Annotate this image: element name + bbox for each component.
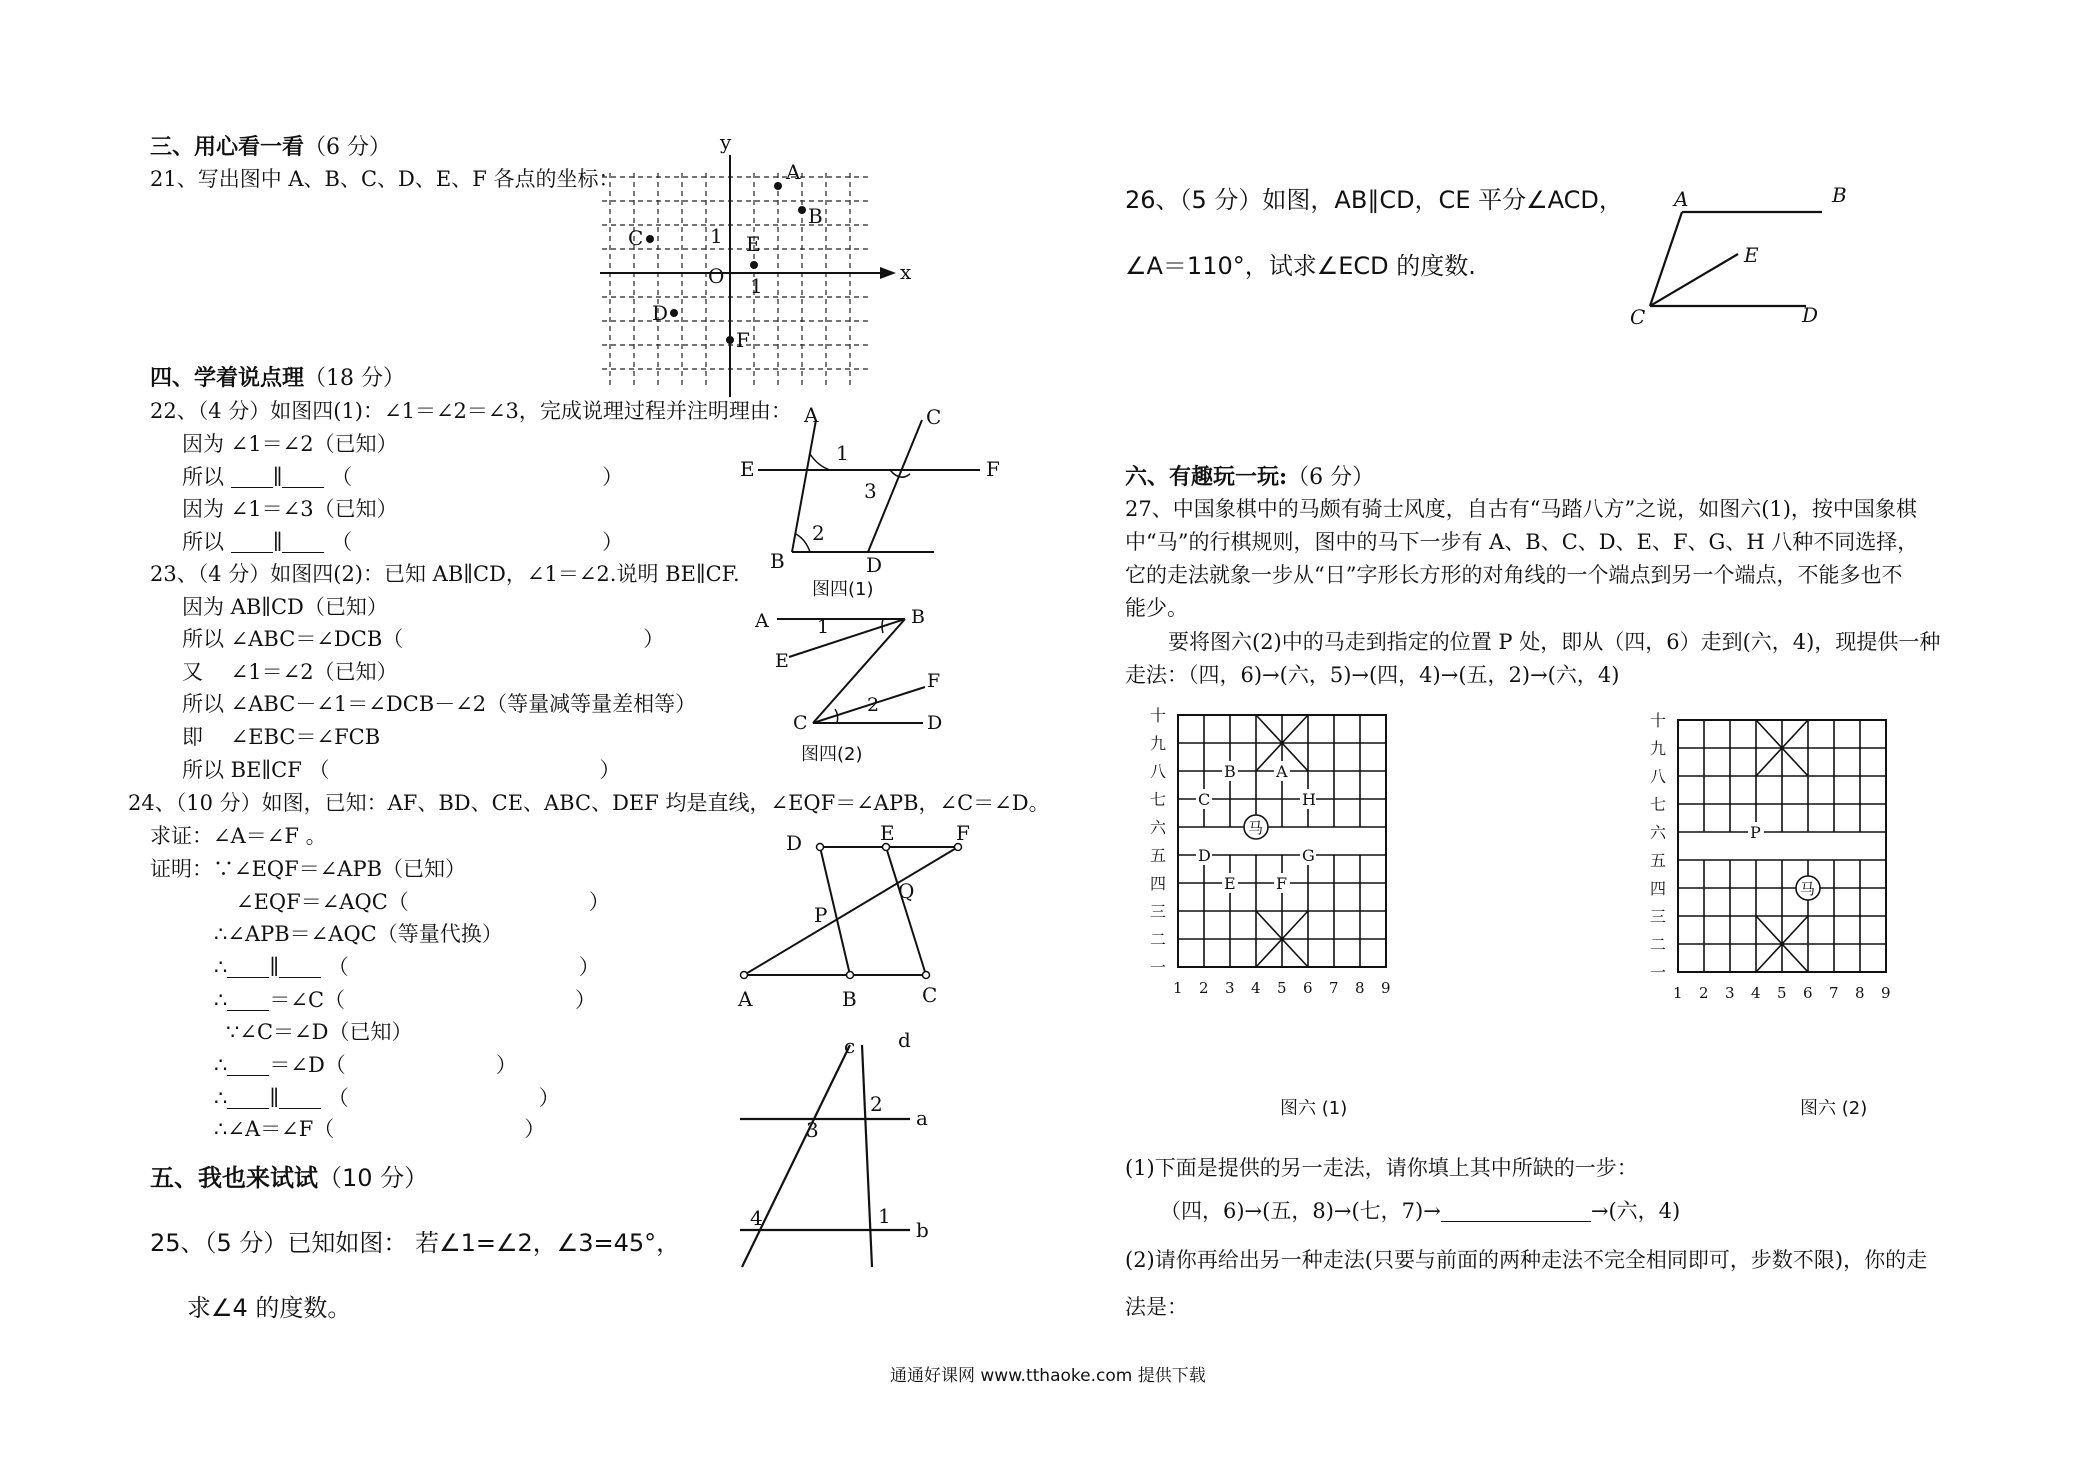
row-label: 七	[1650, 795, 1667, 814]
svg-text:1: 1	[878, 1204, 891, 1228]
row-label: 四	[1150, 874, 1167, 893]
q24-proof-2: ∠EQF＝∠AQC（ ）	[236, 890, 610, 914]
svg-text:4: 4	[750, 1206, 763, 1230]
svg-text:Q: Q	[898, 879, 915, 903]
svg-text:3: 3	[806, 1118, 819, 1142]
point-d-label: D	[652, 301, 669, 325]
horse-piece-label: 马	[1800, 880, 1816, 898]
svg-text:D: D	[786, 831, 803, 855]
row-label: 四	[1650, 879, 1667, 898]
col-label: 8	[1855, 984, 1865, 1002]
q23-line-3: 又 ∠1＝∠2（已知）	[182, 660, 398, 684]
figure-6-2-caption: 图六 (2)	[1800, 1098, 1868, 1119]
svg-text:B: B	[770, 549, 785, 573]
q24-proof-4: ∴ ∥ （ ）	[214, 955, 600, 979]
q27-line-5: 要将图六(2)中的马走到指定的位置 P 处，即从（四，6）走到(六，4)，现提供一种	[1168, 630, 1941, 654]
blank[interactable]	[282, 466, 324, 488]
col-label: 7	[1829, 984, 1839, 1002]
section-4-heading: 四、学着说点理（18 分）	[150, 365, 406, 391]
svg-text:d: d	[898, 1028, 911, 1052]
col-label: 1	[1673, 984, 1683, 1002]
q27-part-2-b: 法是：	[1125, 1295, 1188, 1319]
chess-board-1	[1140, 705, 1480, 1115]
q22-line-2: 所以 ∥ （ ）	[182, 465, 624, 489]
point-a-label: A	[786, 160, 801, 184]
col-label: 4	[1751, 984, 1761, 1002]
blank[interactable]	[279, 1087, 321, 1109]
q24-goal: 求证：∠A＝∠F 。	[150, 824, 327, 848]
row-label: 七	[1150, 790, 1167, 809]
col-label: 2	[1699, 984, 1709, 1002]
q27-part-1: (1)下面是提供的另一走法，请你填上其中所缺的一步：	[1125, 1156, 1638, 1180]
question-24: 24、（10 分）如图，已知：AF、BD、CE、ABC、DEF 均是直线，∠EQF＝∠APB，∠C＝∠D。	[128, 791, 1050, 815]
figure-24	[730, 820, 970, 1011]
blank[interactable]	[282, 531, 324, 553]
col-label: 4	[1251, 979, 1261, 997]
col-label: 6	[1303, 979, 1313, 997]
q23-line-1: 因为 AB∥CD（已知）	[182, 595, 388, 619]
blank[interactable]	[227, 1087, 269, 1109]
footer-text: 通通好课网 www.tthaoke.com 提供下载	[890, 1366, 1206, 1386]
blank[interactable]	[279, 956, 321, 978]
unit-x-label: 1	[750, 274, 763, 298]
question-25-ask: 求∠4 的度数。	[187, 1294, 352, 1322]
point-label: F	[1276, 874, 1288, 893]
q24-proof-9: ∴∠A＝∠F（ ）	[214, 1117, 546, 1141]
svg-text:1: 1	[836, 441, 849, 465]
question-26-line-2: ∠A＝110°，试求∠ECD 的度数.	[1125, 252, 1476, 280]
q24-proof-6: ∵∠C＝∠D（已知）	[226, 1020, 413, 1044]
question-21: 21、写出图中 A、B、C、D、E、F 各点的坐标：	[150, 167, 620, 191]
svg-text:F: F	[927, 670, 941, 692]
q24-proof-1: 证明：∵∠EQF＝∠APB（已知）	[150, 857, 467, 881]
q23-line-5: 即 ∠EBC＝∠FCB	[182, 725, 381, 749]
svg-text:D: D	[927, 712, 943, 734]
svg-text:E: E	[880, 821, 895, 845]
chess-board-2	[1640, 710, 1980, 1120]
row-label: 三	[1150, 902, 1167, 921]
point-f-label: F	[736, 328, 750, 352]
svg-text:3: 3	[864, 479, 877, 503]
section-3-heading: 三、用心看一看（6 分）	[150, 134, 392, 160]
svg-text:c: c	[844, 1034, 856, 1058]
svg-text:C: C	[922, 983, 938, 1007]
col-label: 1	[1173, 979, 1183, 997]
row-label: 五	[1150, 846, 1167, 865]
q22-line-3: 因为 ∠1＝∠3（已知）	[182, 497, 398, 521]
blank[interactable]	[227, 1054, 269, 1076]
svg-text:2: 2	[870, 1092, 883, 1116]
q24-proof-8: ∴ ∥ （ ）	[214, 1086, 560, 1110]
row-label: 二	[1650, 935, 1667, 954]
blank-answer[interactable]	[1441, 1200, 1591, 1222]
svg-text:A: A	[738, 987, 753, 1011]
figure-4-2-caption: 图四(2)	[801, 744, 863, 765]
row-label: 二	[1150, 930, 1167, 949]
row-label: 六	[1650, 823, 1667, 842]
col-label: 5	[1777, 984, 1787, 1002]
svg-text:b: b	[916, 1218, 929, 1242]
svg-text:P: P	[814, 903, 828, 927]
row-label: 一	[1150, 958, 1167, 977]
point-label: H	[1302, 790, 1316, 809]
q24-proof-3: ∴∠APB＝∠AQC（等量代换）	[214, 922, 503, 946]
row-label: 五	[1650, 851, 1667, 870]
svg-text:B: B	[842, 987, 857, 1011]
q24-proof-5: ∴ ＝∠C（ ）	[214, 988, 597, 1012]
row-label: 十	[1650, 711, 1667, 730]
point-e-label: E	[746, 232, 761, 256]
svg-text:D: D	[866, 553, 883, 577]
q24-proof-7: ∴ ＝∠D（ ）	[214, 1053, 517, 1077]
row-label: 一	[1650, 963, 1667, 982]
coordinate-grid-figure	[600, 130, 920, 400]
q22-line-4: 所以 ∥ （ ）	[182, 530, 624, 554]
point-c-label: C	[628, 226, 644, 250]
point-label: G	[1302, 846, 1315, 865]
row-label: 三	[1650, 907, 1667, 926]
question-26-line-1: 26、（5 分）如图，AB∥CD，CE 平分∠ACD，	[1125, 186, 1623, 214]
point-label: C	[1198, 790, 1211, 809]
x-axis-label: x	[900, 260, 912, 284]
q27-part-2: (2)请你再给出另一种走法(只要与前面的两种走法不完全相同即可，步数不限)，你的走	[1125, 1248, 1928, 1272]
q27-part-1-path: （四，6)→(五，8)→(七，7)→ →(六，4)	[1160, 1199, 1681, 1223]
section-5-heading: 五、我也来试试（10 分）	[150, 1164, 429, 1192]
horse-piece-label: 马	[1248, 819, 1264, 837]
row-label: 八	[1150, 762, 1167, 781]
figure-25	[730, 1028, 950, 1275]
q27-line-2: 中“马”的行棋规则，图中的马下一步有 A、B、C、D、E、F、G、H 八种不同选择，	[1125, 530, 1919, 554]
col-label: 9	[1881, 984, 1891, 1002]
figure-26	[1630, 182, 1847, 332]
col-label: 8	[1355, 979, 1365, 997]
svg-text:B: B	[911, 606, 925, 628]
svg-text:F: F	[956, 821, 970, 845]
col-label: 9	[1381, 979, 1391, 997]
point-b-label: B	[808, 204, 823, 228]
row-label: 九	[1150, 734, 1167, 753]
svg-text:B: B	[1832, 183, 1847, 207]
q27-line-3: 它的走法就象一步从“日”字形长方形的对角线的一个端点到另一个端点，不能多也不	[1125, 563, 1903, 587]
svg-text:F: F	[986, 457, 1000, 481]
question-23: 23、（4 分）如图四(2)：已知 AB∥CD，∠1＝∠2.说明 BE∥CF.	[150, 562, 740, 586]
col-label: 3	[1225, 979, 1235, 997]
q27-line-4: 能少。	[1125, 596, 1188, 620]
y-axis-label: y	[720, 130, 732, 154]
col-label: 7	[1329, 979, 1339, 997]
blank[interactable]	[231, 531, 273, 553]
svg-text:A: A	[755, 610, 769, 632]
svg-text:E: E	[775, 650, 789, 672]
svg-text:A: A	[1674, 187, 1689, 211]
row-label: 九	[1650, 739, 1667, 758]
figure-4-1	[740, 403, 1000, 600]
svg-text:2: 2	[812, 521, 825, 545]
svg-text:E: E	[1744, 243, 1759, 267]
section-6-heading: 六、有趣玩一玩:（6 分）	[1125, 464, 1375, 490]
figure-4-1-caption: 图四(1)	[812, 579, 874, 600]
q23-line-2: 所以 ∠ABC＝∠DCB（ ）	[182, 627, 665, 651]
unit-y-label: 1	[710, 224, 723, 248]
blank[interactable]	[227, 956, 269, 978]
svg-text:A: A	[804, 403, 819, 427]
svg-text:C: C	[926, 405, 942, 429]
svg-text:1: 1	[817, 616, 830, 638]
col-label: 3	[1725, 984, 1735, 1002]
q23-line-6: 所以 BE∥CF （ ）	[182, 758, 621, 782]
figure-6-1-caption: 图六 (1)	[1280, 1098, 1348, 1119]
row-label: 六	[1150, 818, 1167, 837]
figure-4-2	[755, 605, 955, 765]
origin-label: O	[708, 264, 725, 288]
point-label: B	[1224, 762, 1236, 781]
row-label: 八	[1650, 767, 1667, 786]
q23-line-4: 所以 ∠ABC－∠1＝∠DCB－∠2（等量减等量差相等）	[182, 692, 697, 716]
svg-text:D: D	[1802, 303, 1819, 327]
col-label: 5	[1277, 979, 1287, 997]
row-label: 十	[1150, 706, 1167, 725]
q27-line-1: 27、中国象棋中的马颇有骑士风度，自古有“马踏八方”之说，如图六(1)，按中国象棋	[1125, 497, 1917, 521]
point-label: D	[1198, 846, 1211, 865]
point-label: E	[1224, 874, 1236, 893]
col-label: 6	[1803, 984, 1813, 1002]
question-25: 25、（5 分）已知如图： 若∠1=∠2，∠3=45°，	[150, 1229, 681, 1257]
svg-text:a: a	[916, 1106, 928, 1130]
blank[interactable]	[227, 989, 269, 1011]
svg-text:C: C	[793, 712, 808, 734]
blank[interactable]	[231, 466, 273, 488]
col-label: 2	[1199, 979, 1209, 997]
q27-line-6: 走法：（四，6)→(六，5)→(四，4)→(五，2)→(六，4)	[1125, 663, 1620, 687]
svg-text:2: 2	[867, 694, 880, 716]
q22-line-1: 因为 ∠1＝∠2（已知）	[182, 432, 398, 456]
point-label: P	[1750, 823, 1761, 842]
svg-text:C: C	[1630, 305, 1646, 329]
point-label: A	[1276, 762, 1288, 781]
svg-text:E: E	[740, 457, 755, 481]
question-22: 22、（4 分）如图四(1)：∠1＝∠2＝∠3，完成说理过程并注明理由：	[150, 399, 792, 423]
